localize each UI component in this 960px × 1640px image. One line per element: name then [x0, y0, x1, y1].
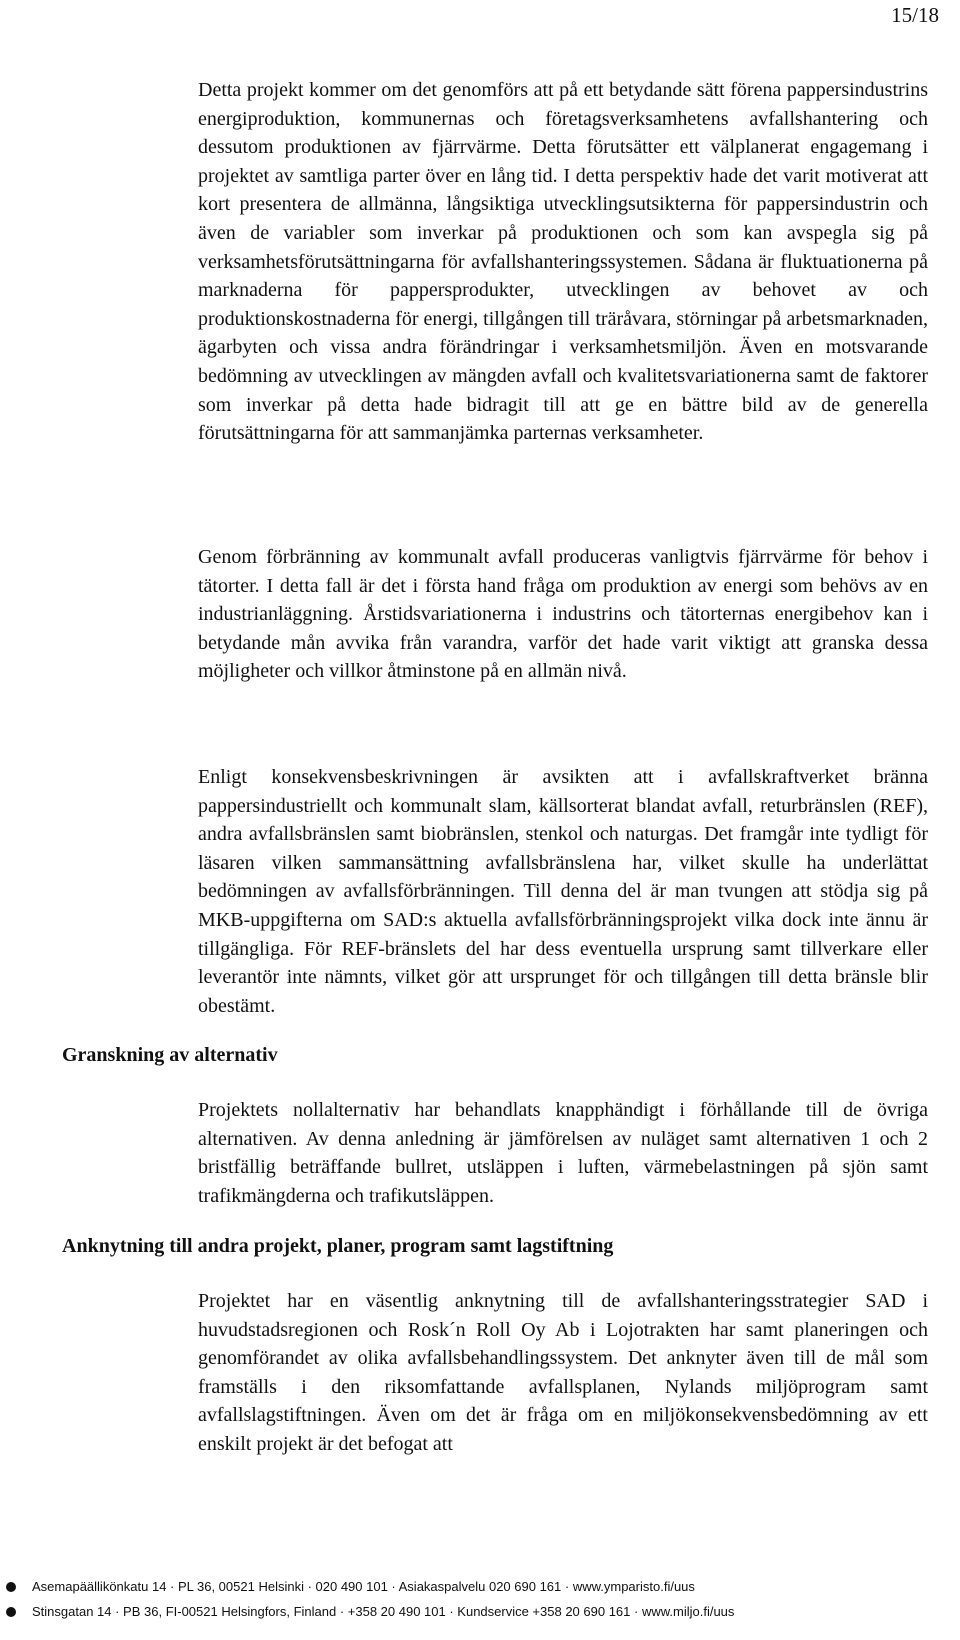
paragraph-text: Detta projekt kommer om det genomförs att på ett betydande sätt förena pappersindustrins energiproduktion, kommunernas och företagsverksamhetens avfallshantering och dessutom produktionen av fjärrvärme. Detta förutsätter ett välplanerat engagemang i projektet av samtliga parter över en lång tid. I detta perspektiv hade det varit motiverat att kort presentera de allmänna, långsiktiga utvecklingsutsikterna för pappersindustrin och även de variabler som inverkar på produktionen och som kan avspegla sig på verksamhetsförutsättningarna för avfallshanteringssystemen. Sådana är fluktuationerna på marknaderna för pappersprodukter, utvecklingen av behovet av och produktionskostnaderna för energi, tillgången till träråvara, störningar på arbetsmarknaden, ägarbyten och vissa andra förändringar i verksamhetsmiljön. Även en motsvarande bedömning av utvecklingen av mängden avfall och kvalitetsvariationerna samt de faktorer som inverkar på detta hade bidragit till att ge en bättre bild av de generella förutsättningarna för att sammanjämka parternas verksamheter. [198, 79, 928, 445]
heading-connections: Anknytning till andra projekt, planer, program samt lagstiftning [62, 1235, 614, 1257]
footer-line-finnish [6, 1578, 695, 1596]
paragraph-text: Projektet har en väsentlig anknytning till de avfallshanteringsstrategier SAD i huvudstadsregionen och Rosk´n Roll Oy Ab i Lojotrakten har samt planeringen och genomförandet av olika avfallsbehandlingssystem. Det anknyter även till de mål som framställs i den riksomfattande avfallsplanen, Nylands miljöprogram samt avfallslagstiftningen. Även om det är fråga om en miljökonsekvensbedömning av ett enskilt projekt är det befogat att [198, 1290, 928, 1455]
paragraph-text: Projektets nollalternativ har behandlats knapphändigt i förhållande till de övriga alternativen. Av denna anledning är jämförelsen av nuläget samt alternativen 1 och 2 bristfällig beträffande bullret, utsläppen i luften, värmebelastningen på sjön samt trafikmängderna och trafikutsläppen. [198, 1099, 928, 1207]
footer-address-sv: Stinsgatan 14 · PB 36, FI-00521 Helsingfors, Finland · +358 20 490 101 · Kundservice +358 20 690 161 · www.miljo.fi/uus [32, 1604, 735, 1619]
bullet-icon [6, 1582, 16, 1592]
footer-address-fi: Asemapäällikönkatu 14 · PL 36, 00521 Helsinki · 020 490 101 · Asiakaspalvelu 020 690 161 · www.ymparisto.fi/uus [32, 1579, 695, 1594]
bullet-icon [6, 1607, 16, 1617]
paragraph-alternatives [198, 1096, 928, 1210]
paragraph-project-overview [198, 76, 928, 448]
paragraph-district-heating [198, 543, 928, 686]
page-number: 15/18 [891, 3, 939, 27]
paragraph-connections [198, 1287, 928, 1459]
paragraph-text: Enligt konsekvensbeskrivningen är avsikten att i avfallskraftverket bränna pappersindustriellt och kommunalt slam, källsorterat blandat avfall, returbränslen (REF), andra avfallsbränslen samt biobränslen, stenkol och naturgas. Det framgår inte tydligt för läsaren vilken sammansättning avfallsbränslena har, vilket skulle ha underlättat bedömningen av avfallsförbränningen. Till denna del är man tvungen att stödja sig på MKB-uppgifterna om SAD:s aktuella avfallsförbränningsprojekt vilka dock inte ännu är tillgängliga. För REF-bränslets del har dess eventuella ursprung samt tillverkare eller leverantör inte nämnts, vilket gör att ursprunget för och tillgången till detta bränsle blir obestämt. [198, 766, 928, 1017]
paragraph-text: Genom förbränning av kommunalt avfall produceras vanligtvis fjärrvärme för behov i tätorter. I detta fall är det i första hand fråga om produktion av energi som behövs av en industrianläggning. Årstidsvariationerna i industrins och tätorternas energibehov kan i betydande mån avvika från varandra, varför det hade varit viktigt att granska dessa möjligheter och villkor åtminstone på en allmän nivå. [198, 546, 928, 683]
paragraph-fuel-composition [198, 763, 928, 1020]
heading-alternatives: Granskning av alternativ [62, 1044, 278, 1066]
footer-line-swedish [6, 1603, 734, 1621]
